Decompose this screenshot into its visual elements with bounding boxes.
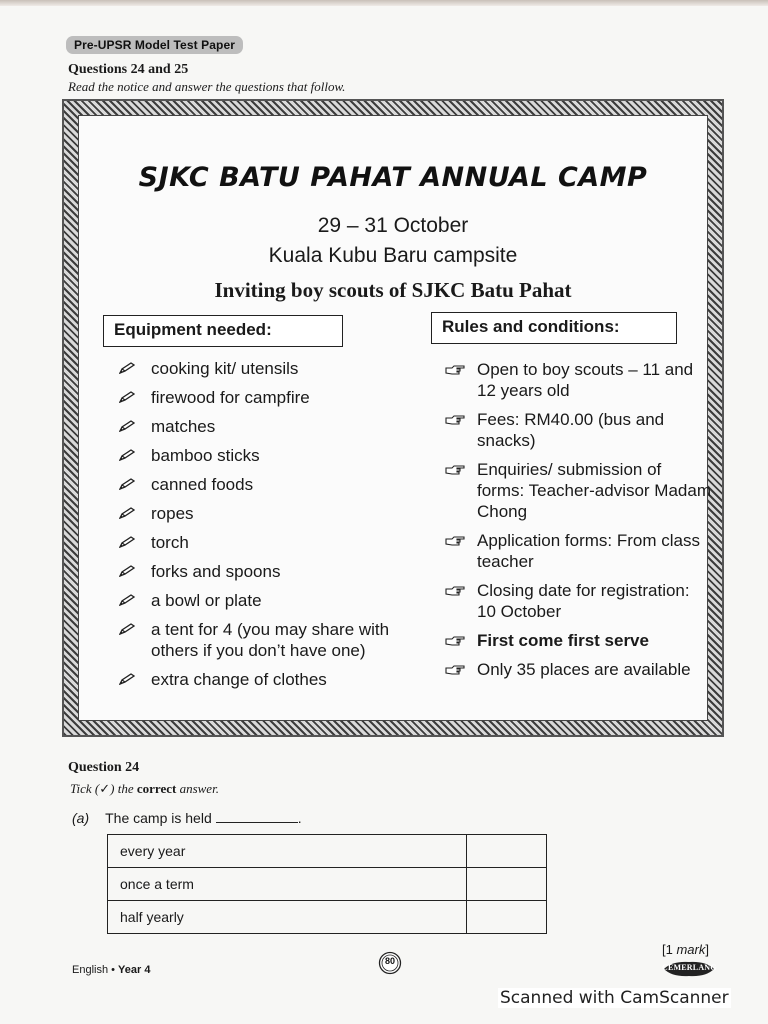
rules-list	[431, 359, 711, 688]
equipment-item-label: bamboo sticks	[151, 446, 260, 465]
equipment-item	[101, 669, 431, 690]
table-row	[108, 901, 547, 934]
rule-item	[431, 659, 711, 680]
equipment-item-label: a bowl or plate	[151, 591, 262, 610]
answer-blank	[216, 821, 298, 823]
camp-invitation: Inviting boy scouts of SJKC Batu Pahat	[214, 278, 572, 302]
equipment-item-label: firewood for campfire	[151, 388, 310, 407]
instruction-text: ) the	[110, 781, 137, 796]
tick-symbol: ✓	[99, 781, 111, 796]
year-label: Year 4	[118, 964, 151, 976]
pointing-hand-icon	[445, 635, 465, 647]
pencil-icon	[119, 673, 135, 685]
rule-item-label: Application forms: From class teacher	[477, 531, 700, 571]
rule-item-label: Only 35 places are available	[477, 660, 691, 679]
pencil-icon	[119, 536, 135, 548]
option-label: half yearly	[108, 901, 467, 934]
camp-place: Kuala Kubu Baru campsite	[268, 244, 518, 267]
question-24-heading: Question 24	[68, 760, 140, 775]
rule-item	[431, 409, 711, 451]
equipment-item-label: matches	[151, 417, 216, 436]
rule-item-label: Closing date for registration: 10 October	[477, 581, 690, 621]
notice-frame	[62, 99, 724, 737]
publisher-name: CEMERLANG	[662, 963, 717, 972]
table-row	[108, 868, 547, 901]
pencil-icon	[119, 623, 135, 635]
subject-label: English	[72, 964, 109, 976]
rule-item	[431, 530, 711, 572]
pointing-hand-icon	[445, 535, 465, 547]
notice-board	[78, 115, 711, 721]
option-label: once a term	[108, 868, 467, 901]
mark-close: ]	[705, 942, 709, 957]
equipment-item	[101, 561, 431, 582]
equipment-item	[101, 474, 431, 495]
equipment-item	[101, 503, 431, 524]
equipment-item-label: a tent for 4 (you may share with others if you don’t have one)	[151, 620, 390, 660]
equipment-item-label: forks and spoons	[151, 562, 281, 581]
equipment-item	[101, 590, 431, 611]
equipment-item	[101, 387, 431, 408]
equipment-item	[101, 416, 431, 437]
pencil-icon	[119, 565, 135, 577]
pointing-hand-icon	[445, 664, 465, 676]
stem-end: .	[297, 810, 302, 826]
rules-heading: Rules and conditions:	[431, 312, 677, 344]
table-row	[108, 835, 547, 868]
instruction-text: Tick (	[70, 781, 100, 796]
equipment-item-label: ropes	[151, 504, 194, 523]
pointing-hand-icon	[445, 464, 465, 476]
question-24-instruction	[70, 781, 219, 797]
instruction-text: answer.	[176, 781, 219, 796]
mark-word: mark	[676, 942, 706, 957]
pencil-icon	[119, 507, 135, 519]
question-24a	[72, 810, 302, 826]
option-label: every year	[108, 835, 467, 868]
equipment-item-label: extra change of clothes	[151, 670, 327, 689]
pencil-icon	[119, 478, 135, 490]
paper-title-tag: Pre-UPSR Model Test Paper	[66, 36, 243, 54]
page-number: 80	[384, 956, 395, 966]
pointing-hand-icon	[445, 585, 465, 597]
pencil-icon	[119, 362, 135, 374]
equipment-item	[101, 358, 431, 379]
camp-date: 29 – 31 October	[317, 214, 469, 237]
page-number-badge	[378, 951, 402, 975]
part-letter: (a)	[72, 810, 90, 826]
footer-subject	[72, 964, 150, 976]
rule-item	[431, 630, 711, 651]
rule-item	[431, 580, 711, 622]
rule-item-label: Enquiries/ submission of forms: Teacher-advisor Madam Chong	[477, 460, 711, 521]
equipment-heading: Equipment needed:	[103, 315, 343, 347]
camp-title: SJKC BATU PAHAT ANNUAL CAMP	[138, 162, 648, 193]
pointing-hand-icon	[445, 414, 465, 426]
rule-item-label: Fees: RM40.00 (bus and snacks)	[477, 410, 665, 450]
questions-heading: Questions 24 and 25	[68, 62, 189, 77]
reading-instruction: Read the notice and answer the questions that follow.	[68, 79, 346, 94]
pencil-icon	[119, 391, 135, 403]
rule-item	[431, 359, 711, 401]
rule-item	[431, 459, 711, 522]
publisher-logo	[662, 960, 716, 978]
equipment-item	[101, 619, 431, 661]
scanner-watermark: Scanned with CamScanner	[500, 988, 729, 1008]
instruction-emphasis: correct	[136, 781, 177, 796]
pencil-icon	[119, 594, 135, 606]
equipment-item-label: torch	[151, 533, 189, 552]
mark-open: [1	[662, 942, 677, 957]
equipment-item-label: cooking kit/ utensils	[151, 359, 299, 378]
equipment-item-label: canned foods	[151, 475, 254, 494]
equipment-item	[101, 532, 431, 553]
mark-allocation	[662, 942, 709, 957]
pencil-icon	[119, 420, 135, 432]
tick-box[interactable]	[467, 835, 547, 868]
tick-box[interactable]	[467, 868, 547, 901]
answer-options-table	[107, 834, 547, 934]
page-edge	[0, 0, 768, 6]
question-stem: The camp is held	[105, 810, 212, 826]
rule-item-label: Open to boy scouts – 11 and 12 years old	[477, 360, 694, 400]
tick-box[interactable]	[467, 901, 547, 934]
equipment-list	[101, 358, 431, 698]
rule-item-label: First come first serve	[477, 631, 649, 650]
equipment-item	[101, 445, 431, 466]
footer-separator: •	[108, 964, 119, 976]
pencil-icon	[119, 449, 135, 461]
pointing-hand-icon	[445, 364, 465, 376]
